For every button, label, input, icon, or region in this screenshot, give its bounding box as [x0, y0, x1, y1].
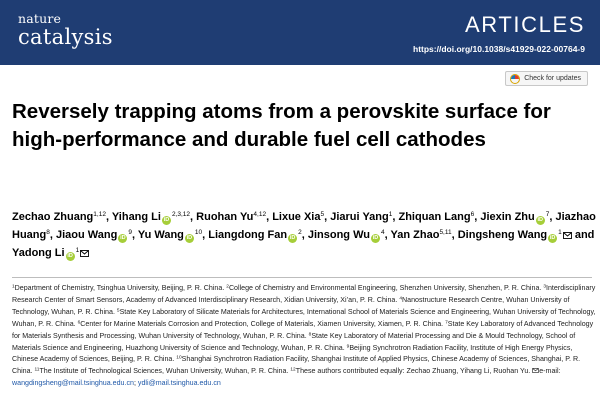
author-separator: , — [105, 211, 112, 223]
journal-logo-catalysis: catalysis — [18, 24, 113, 49]
affiliation-marker: 7 — [445, 320, 448, 326]
orcid-icon[interactable]: iD — [372, 234, 379, 241]
author-name: Zhiquan Lang — [398, 211, 471, 223]
author-name: Jiazhao Huang — [12, 211, 596, 241]
orcid-icon[interactable]: iD — [549, 234, 556, 241]
author-affiliation-marker: 5,11 — [439, 228, 452, 236]
affiliation-marker: 6 — [77, 320, 81, 326]
affiliation-text: These authors contributed equally: Zechao Zhuang, Yihang Li, Ruohan Yu. — [295, 367, 533, 376]
section-label: ARTICLES — [465, 12, 585, 37]
affiliation-marker: 4 — [399, 296, 402, 302]
journal-logo-nature: nature — [18, 11, 62, 26]
author-affiliation-marker: 9 — [128, 228, 132, 236]
affiliation-marker: 9 — [346, 344, 350, 350]
affiliation-text: The Institute of Technological Sciences, Wuhan University, Wuhan, P. R. China. — [39, 367, 291, 376]
envelope-icon[interactable] — [80, 250, 89, 257]
author-separator: , — [392, 211, 399, 223]
orcid-icon[interactable]: iD — [163, 217, 170, 223]
author[interactable] — [208, 229, 301, 241]
author-affiliation-marker: 2,3,12 — [171, 211, 191, 218]
author-affiliation-marker: 1 — [558, 228, 562, 236]
orcid-icon[interactable]: iD — [537, 217, 543, 223]
author-list — [12, 209, 597, 262]
affiliation-text: Interdisciplinary Research Center of Smart Sensors, Academy of Advanced Interdisciplinary Research, Xidian University, Xi’an, P. R. China. — [12, 284, 596, 304]
email-label: e-mail: — [539, 367, 561, 376]
author[interactable] — [112, 211, 190, 223]
author-name: Jiaou Wang — [55, 228, 118, 241]
author[interactable] — [56, 229, 132, 241]
affiliation-marker: 12 — [290, 367, 296, 373]
affiliation-marker: 1 — [12, 284, 15, 290]
orcid-icon[interactable]: iD — [186, 234, 193, 241]
check-for-updates-label: Check for updates — [524, 75, 581, 82]
author[interactable] — [272, 211, 324, 223]
author[interactable] — [12, 211, 106, 223]
journal-header — [0, 0, 600, 65]
author-name: Ruohan Yu — [196, 211, 254, 223]
author-separator: , — [384, 228, 391, 241]
author[interactable] — [330, 211, 392, 223]
author[interactable] — [458, 229, 572, 241]
check-for-updates-icon — [510, 74, 520, 84]
affiliation-marker: 10 — [176, 355, 182, 361]
author-separator: , — [324, 211, 331, 223]
author-separator: , — [202, 228, 209, 241]
affiliation-text: State Key Laboratory of Silicate Materials for Architectures, International School of Materials Science and Engineering, Wuhan University of Technology, Wuhan, P. R. China. — [12, 307, 596, 328]
affiliation-text: Beijing Synchrotron Radiation Facility, Institute of High Energy Physics, Chinese Academy of Sciences, Beijing, P. R. China. — [12, 343, 573, 364]
author-separator: , — [549, 211, 556, 223]
author[interactable] — [308, 229, 385, 241]
affiliation-text: Nanostructure Research Centre, Wuhan University of Technology, Wuhan, P. R. China. — [12, 295, 570, 316]
author-name: Lixue Xia — [272, 211, 321, 223]
author-affiliation-marker: 4 — [380, 228, 385, 236]
affiliation-text: State Key Laboratory of Advanced Technology for Materials Synthesis and Processing, Wuhan University of Technology, Wuhan, P. R. China. — [12, 319, 594, 340]
author-separator: , — [301, 228, 308, 241]
author-affiliation-marker: 8 — [46, 228, 50, 236]
author[interactable] — [196, 211, 266, 223]
author-separator: , — [266, 211, 273, 223]
affiliation-text: Department of Chemistry, Tsinghua University, Beijing, P. R. China. — [14, 284, 227, 292]
author-separator: , — [49, 228, 56, 241]
author-affiliation-marker: 2 — [298, 228, 302, 236]
author-name: Jiarui Yang — [330, 211, 389, 223]
author[interactable] — [12, 247, 89, 259]
affiliation-marker: 2 — [226, 284, 229, 290]
affiliation-text: Shanghai Synchrotron Radiation Facility, Shanghai Institute of Applied Physics, Chinese Academy of Sciences, Shanghai, P. R. China. — [12, 355, 581, 376]
doi-link[interactable]: https://doi.org/10.1038/s41929-022-00764-9 — [413, 44, 585, 54]
author-name: Zechao Zhuang — [12, 211, 94, 223]
author-name: Yu Wang — [137, 228, 184, 241]
author-affiliation-marker: 10 — [194, 228, 203, 236]
author-separator: , — [451, 228, 458, 241]
author-name: Yihang Li — [111, 211, 161, 223]
affiliation-text: State Key Laboratory of Material Processing and Die & Mould Technology, School of Materials Science and Engineering, Huazhong University of Science and Technology, Wuhan, P. R. China. — [12, 331, 576, 352]
author-name: Yadong Li — [12, 246, 65, 259]
check-for-updates-button[interactable] — [505, 71, 588, 86]
author[interactable] — [398, 211, 474, 223]
author-affiliation-marker: 1 — [75, 246, 80, 254]
affiliation-marker: 11 — [34, 367, 40, 373]
author-separator: , — [474, 211, 481, 223]
author-name: Liangdong Fan — [208, 228, 288, 241]
author-separator: , — [190, 211, 197, 223]
author-name: Yan Zhao — [390, 228, 440, 241]
author-affiliation-marker: 6 — [470, 211, 475, 218]
affiliation-text: Center for Marine Materials Corrosion and Protection, College of Materials, Xiamen University, Xiamen, P. R. China. — [80, 319, 446, 328]
envelope-icon[interactable] — [563, 232, 572, 239]
divider — [12, 277, 592, 278]
affiliations — [12, 283, 597, 390]
orcid-icon[interactable]: iD — [67, 252, 73, 259]
journal-logo[interactable] — [18, 13, 113, 48]
email-link[interactable]: wangdingsheng@mail.tsinghua.edu.cn — [12, 379, 134, 388]
author[interactable] — [138, 229, 202, 241]
author-affiliation-marker: 5 — [320, 211, 325, 218]
affiliation-marker: 5 — [116, 308, 120, 314]
author[interactable] — [480, 211, 549, 223]
email-link[interactable]: ydli@mail.tsinghua.edu.cn — [137, 379, 221, 388]
author-name: Jinsong Wu — [307, 228, 370, 241]
affiliation-marker: 3 — [543, 284, 547, 290]
orcid-icon[interactable]: iD — [289, 234, 296, 241]
affiliation-text: College of Chemistry and Environmental Engineering, Shenzhen University, Shenzhen, P. R. China. — [228, 284, 544, 292]
orcid-icon[interactable]: iD — [120, 234, 126, 241]
author-affiliation-marker: 4,12 — [253, 211, 267, 218]
author-affiliation-marker: 7 — [545, 211, 550, 218]
author-separator: , — [131, 228, 138, 241]
author-name: Jiexin Zhu — [480, 211, 535, 223]
article-title: Reversely trapping atoms from a perovskite surface for high-performance and durable fuel cell cathodes — [12, 100, 551, 151]
author-affiliation-marker: 1,12 — [93, 211, 106, 218]
affiliation-marker: 8 — [308, 332, 312, 338]
email-separator: ; — [133, 379, 138, 388]
author-name: Dingsheng Wang — [457, 228, 548, 241]
author-separator: and — [571, 228, 595, 241]
author[interactable] — [391, 229, 452, 241]
author-affiliation-marker: 1 — [388, 211, 393, 218]
